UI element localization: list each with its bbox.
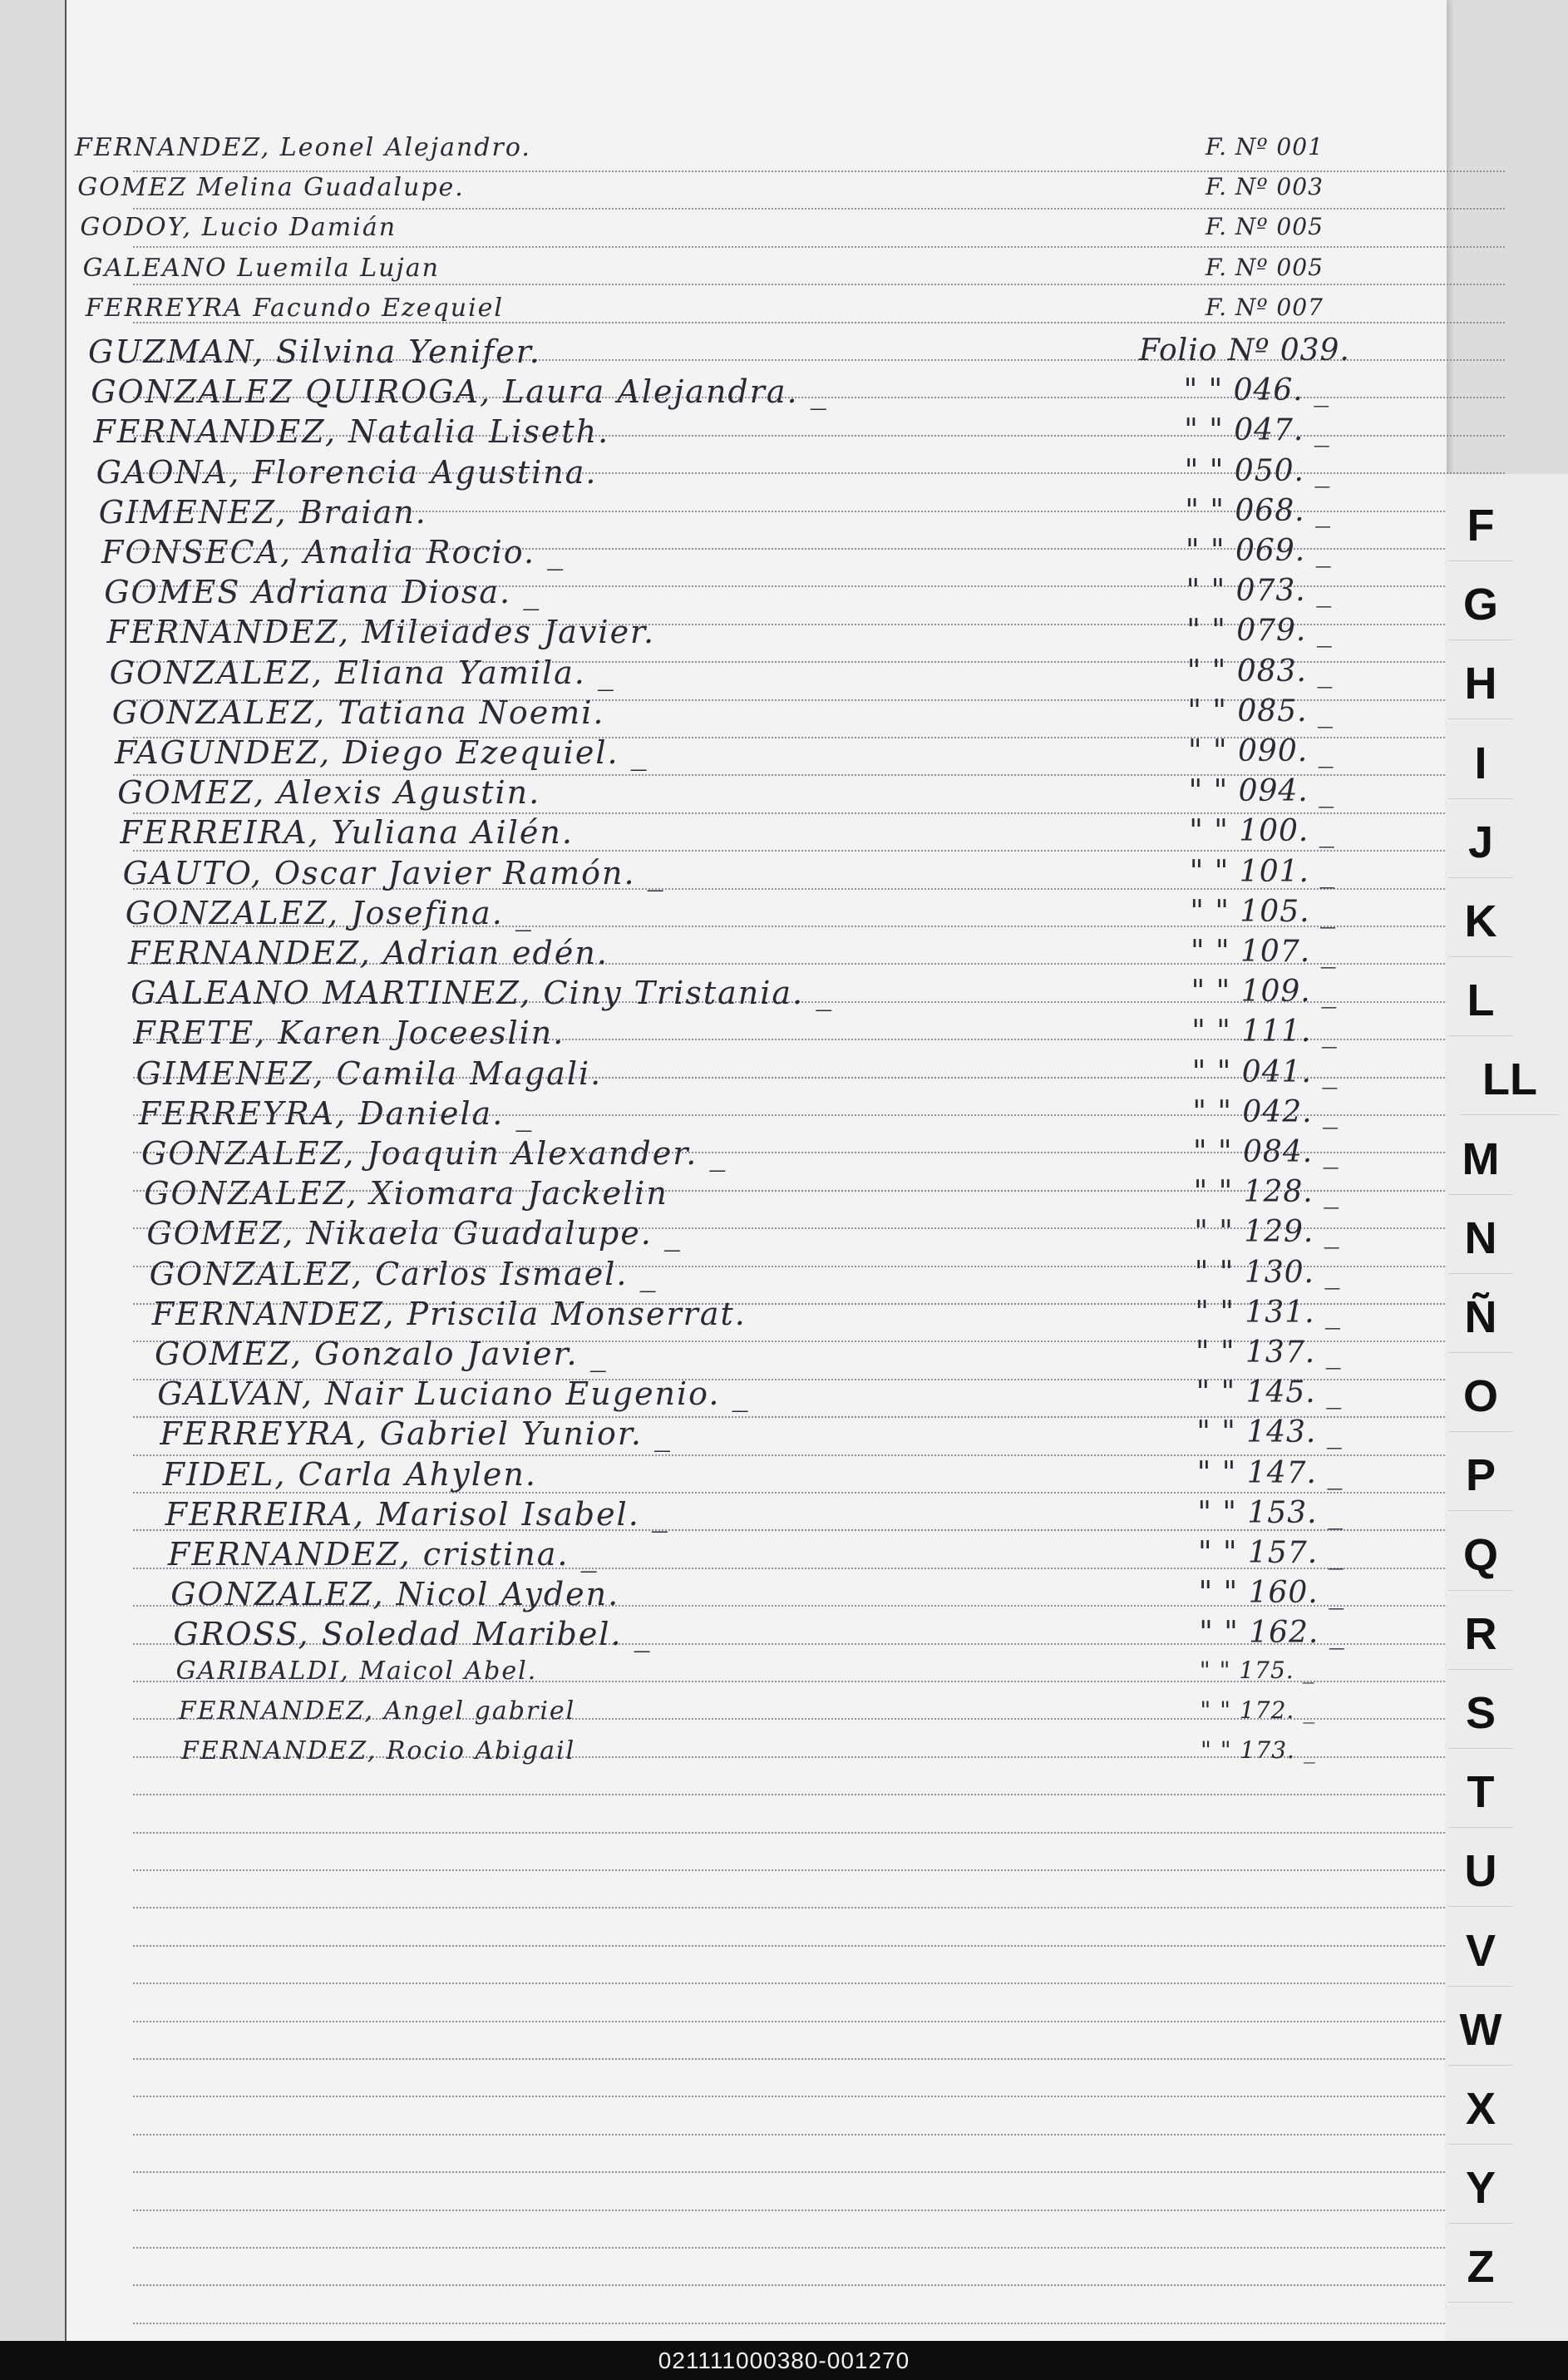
entry-folio: " " 084. _ — [1193, 1135, 1339, 1169]
entry-folio: " " 162. _ — [1199, 1616, 1345, 1651]
index-tab-ñ[interactable]: Ñ — [1448, 1282, 1513, 1353]
index-tab-s[interactable]: S — [1448, 1678, 1513, 1749]
alphabet-index — [1445, 474, 1568, 2341]
index-tab-z[interactable]: Z — [1448, 2232, 1513, 2303]
entry-folio: " " 109. _ — [1191, 975, 1338, 1010]
index-tab-i[interactable]: I — [1448, 728, 1513, 799]
index-tab-v[interactable]: V — [1448, 1916, 1513, 1987]
entry-folio: " " 111. _ — [1191, 1015, 1338, 1049]
index-tab-k[interactable]: K — [1448, 886, 1513, 957]
ruled-line — [133, 1907, 1505, 1908]
index-tab-t[interactable]: T — [1448, 1757, 1513, 1828]
entry-name: GONZALEZ, Tatiana Noemi. — [111, 694, 605, 731]
index-tab-w[interactable]: W — [1448, 1995, 1513, 2066]
entry-folio: " " 173. _ — [1201, 1736, 1316, 1764]
entry-folio: " " 128. _ — [1193, 1175, 1340, 1210]
entry-name: FERNANDEZ, cristina. _ — [168, 1536, 599, 1573]
entry-folio: F. Nº 005 — [1206, 253, 1324, 281]
ruled-line — [133, 2323, 1505, 2324]
index-tab-u[interactable]: U — [1448, 1836, 1513, 1907]
entry-folio: " " 079. _ — [1186, 614, 1333, 649]
ruled-line — [133, 1945, 1505, 1947]
ruled-line — [133, 1983, 1505, 1984]
entry-folio: " " 073. _ — [1186, 574, 1333, 609]
entry-name: FERREYRA, Daniela. _ — [138, 1094, 534, 1132]
entry-folio: " " 130. _ — [1194, 1255, 1341, 1290]
index-tab-o[interactable]: O — [1448, 1361, 1513, 1432]
entry-name: GOMEZ, Gonzalo Javier. _ — [155, 1336, 608, 1372]
entry-name: FERNANDEZ, Natalia Liseth. — [93, 413, 610, 451]
entry-name: FRETE, Karen Joceeslin. — [133, 1015, 565, 1052]
entry-name: FERREYRA, Gabriel Yunior. _ — [160, 1415, 673, 1453]
entry-name: FERREIRA, Yuliana Ailén. — [120, 814, 574, 852]
index-tab-p[interactable]: P — [1448, 1440, 1513, 1511]
ruled-line — [133, 2210, 1505, 2211]
footer-bar — [0, 2341, 1568, 2380]
entry-name: GAUTO, Oscar Javier Ramón. _ — [122, 854, 665, 891]
entry-folio: " " 153. _ — [1197, 1495, 1344, 1530]
entry-folio: " " 160. _ — [1198, 1576, 1345, 1611]
entry-name: FAGUNDEZ, Diego Ezequiel. _ — [115, 734, 648, 771]
ruled-line — [133, 208, 1505, 210]
entry-name: GIMENEZ, Camila Magali. — [136, 1054, 603, 1092]
entry-folio: F. Nº 005 — [1206, 213, 1324, 241]
index-tab-q[interactable]: Q — [1448, 1520, 1513, 1591]
entry-name: FIDEL, Carla Ahylen. — [162, 1455, 537, 1493]
entry-folio: " " 068. _ — [1185, 493, 1331, 528]
document-id: 021111000380-001270 — [658, 2347, 910, 2373]
ruled-line — [133, 2247, 1505, 2249]
ruled-line — [133, 2284, 1505, 2286]
index-tab-g[interactable]: G — [1448, 570, 1513, 640]
entry-name: GALEANO MARTINEZ, Ciny Tristania. _ — [131, 975, 834, 1012]
entry-name: FERNANDEZ, Angel gabriel — [178, 1696, 576, 1726]
index-tab-h[interactable]: H — [1448, 649, 1513, 719]
entry-name: FERREYRA Facundo Ezequiel — [85, 293, 505, 323]
ruled-line — [133, 2096, 1505, 2097]
entry-folio: " " 105. _ — [1190, 894, 1336, 929]
index-tab-f[interactable]: F — [1448, 491, 1513, 561]
index-tab-l[interactable]: L — [1448, 965, 1513, 1036]
entry-folio: " " 147. _ — [1196, 1455, 1344, 1490]
ledger-page — [65, 0, 1447, 2341]
ruled-line — [133, 1794, 1505, 1795]
entry-folio: " " 100. _ — [1189, 814, 1335, 849]
ruled-line — [133, 1832, 1505, 1834]
entry-name: FERNANDEZ, Priscila Monserrat. — [151, 1295, 747, 1332]
entry-folio: " " 094. _ — [1188, 774, 1335, 809]
entry-name: GIMENEZ, Braian. — [98, 493, 427, 531]
entry-name: FERNANDEZ, Adrian edén. — [128, 935, 609, 971]
entry-folio: " " 157. _ — [1198, 1536, 1344, 1570]
entry-folio: " " 069. _ — [1186, 534, 1332, 568]
entry-folio: " " 129. _ — [1194, 1215, 1340, 1250]
entry-folio: " " 090. _ — [1188, 734, 1334, 768]
entry-name: GONZALEZ, Eliana Yamila. _ — [109, 654, 615, 691]
index-tab-ll[interactable]: LL — [1460, 1044, 1560, 1115]
entry-name: GARIBALDI, Maicol Abel. — [175, 1656, 538, 1686]
entry-folio: " " 042. _ — [1192, 1094, 1339, 1129]
ruled-line — [133, 2021, 1505, 2022]
index-tab-m[interactable]: M — [1448, 1124, 1513, 1195]
entry-name: GOMEZ Melina Guadalupe. — [77, 173, 465, 203]
entry-name: GOMES Adriana Diosa. _ — [104, 574, 541, 611]
entry-name: GALVAN, Nair Luciano Eugenio. _ — [157, 1375, 750, 1413]
entry-name: FERREIRA, Marisol Isabel. _ — [165, 1495, 669, 1533]
entry-folio: " " 143. _ — [1196, 1415, 1343, 1450]
entry-folio: " " 137. _ — [1196, 1336, 1342, 1370]
entry-name: GONZALEZ, Joaquin Alexander. _ — [141, 1135, 727, 1172]
index-tab-r[interactable]: R — [1448, 1599, 1513, 1670]
ruled-line — [133, 246, 1505, 248]
index-tab-n[interactable]: N — [1448, 1203, 1513, 1274]
entry-folio: " " 046. _ — [1183, 373, 1330, 408]
entry-folio: " " 050. _ — [1184, 453, 1331, 488]
entry-folio: " " 145. _ — [1196, 1375, 1343, 1410]
entry-name: FONSECA, Analia Rocio. _ — [101, 534, 565, 570]
entry-name: FERNANDEZ, Mileiades Javier. — [106, 614, 656, 651]
entry-name: GODOY, Lucio Damián — [80, 213, 397, 243]
entry-folio: " " 047. _ — [1184, 413, 1330, 448]
ruled-line — [133, 1869, 1505, 1871]
ruled-line — [133, 2058, 1505, 2060]
entry-name: GOMEZ, Alexis Agustin. — [117, 774, 541, 812]
entry-name: GONZALEZ, Josefina. _ — [125, 894, 533, 931]
entry-folio: " " 172. _ — [1200, 1696, 1316, 1724]
entry-folio: " " 175. _ — [1199, 1656, 1315, 1684]
entry-folio: F. Nº 007 — [1206, 293, 1324, 321]
entry-name: FERNANDEZ, Leonel Alejandro. — [75, 133, 531, 162]
entry-folio: " " 131. _ — [1195, 1295, 1341, 1330]
entry-name: GONZALEZ, Carlos Ismael. _ — [149, 1255, 658, 1292]
entry-name: GAONA, Florencia Agustina. — [96, 453, 598, 491]
entry-name: GOMEZ, Nikaela Guadalupe. _ — [146, 1215, 682, 1252]
entry-folio: F. Nº 003 — [1206, 173, 1324, 201]
entry-name: GROSS, Soledad Maribel. _ — [173, 1616, 652, 1653]
entry-folio: " " 107. _ — [1191, 935, 1337, 969]
index-tab-j[interactable]: J — [1448, 807, 1513, 878]
entry-name: FERNANDEZ, Rocio Abigail — [181, 1736, 576, 1765]
entry-folio: " " 085. _ — [1187, 694, 1334, 728]
entry-name: GUZMAN, Silvina Yenifer. — [88, 333, 541, 370]
entry-name: GONZALEZ, Xiomara Jackelin — [144, 1175, 668, 1212]
entry-folio: Folio Nº 039. — [1139, 333, 1350, 368]
entry-folio: " " 083. _ — [1186, 654, 1334, 689]
index-tab-x[interactable]: X — [1448, 2074, 1513, 2145]
entry-name: GONZALEZ, Nicol Ayden. — [170, 1576, 620, 1613]
entry-name: GONZALEZ QUIROGA, Laura Alejandra. _ — [91, 373, 828, 411]
entry-folio: " " 101. _ — [1189, 854, 1336, 889]
ruled-line — [133, 170, 1505, 172]
ruled-line — [133, 2171, 1505, 2173]
entry-name: GALEANO Luemila Lujan — [82, 253, 440, 283]
entry-folio: " " 041. _ — [1191, 1054, 1339, 1089]
index-tab-y[interactable]: Y — [1448, 2153, 1513, 2224]
ruled-line — [133, 284, 1505, 285]
entry-folio: F. Nº 001 — [1206, 133, 1324, 160]
ruled-line — [133, 2134, 1505, 2136]
